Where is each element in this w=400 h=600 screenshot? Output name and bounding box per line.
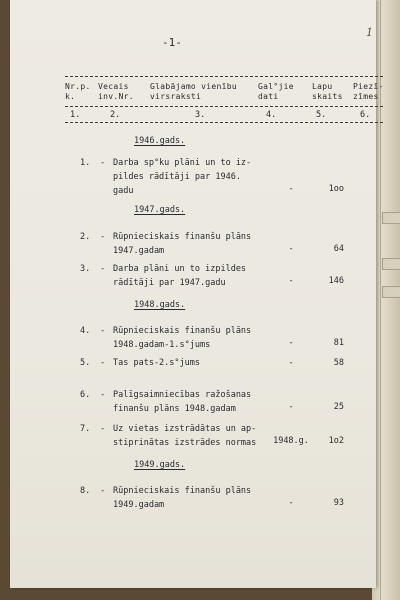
item-number: 8.: [80, 486, 91, 496]
item-pages: 93: [333, 498, 344, 508]
header-top-rule: [65, 76, 383, 77]
folder-tab: [382, 212, 400, 224]
item-dates: -: [288, 276, 294, 286]
item-title: Palīgsaimniecības ražošanas finanšu plāns 1948.gadam: [113, 390, 252, 414]
item-number: 3.: [80, 264, 91, 274]
item-number: 5.: [80, 358, 91, 368]
header-bottom-rule: [65, 122, 383, 123]
item-dash: -: [100, 158, 106, 168]
page-number: -1-: [162, 36, 182, 49]
item-dash: -: [100, 424, 106, 434]
item-number: 7.: [80, 424, 91, 434]
column-number: 6.: [360, 110, 371, 120]
item-title: Rūpnieciskais finanšu plāns 1949.gadam: [113, 486, 252, 510]
column-number: 1.: [70, 110, 81, 120]
item-number: 4.: [80, 326, 91, 336]
item-pages: 64: [333, 244, 344, 254]
header-notes: Piezī- zīmes: [353, 82, 384, 101]
header-old-inv: Vecais inv.Nr.: [98, 82, 134, 101]
item-dash: -: [100, 264, 106, 274]
item-pages: 1o2: [328, 436, 344, 446]
item-pages: 146: [328, 276, 344, 286]
item-dates: -: [288, 498, 294, 508]
item-dash: -: [100, 326, 106, 336]
column-number: 3.: [195, 110, 206, 120]
item-pages: 1oo: [328, 184, 344, 194]
folder-tab: [382, 258, 400, 270]
column-number: 2.: [110, 110, 121, 120]
item-dash: -: [100, 390, 106, 400]
item-dates: -: [288, 402, 294, 412]
item-title: Darba plāni un to izpildes rādītāji par 1947.gadu: [113, 264, 247, 288]
year-heading: 1948.gads.: [134, 300, 186, 310]
header-dates: Gal°jie dati: [258, 82, 294, 101]
item-pages: 58: [333, 358, 344, 368]
item-dates: -: [288, 184, 294, 194]
item-dash: -: [100, 486, 106, 496]
page-corner-mark: 1: [366, 26, 373, 39]
item-dates: 1948.g.: [273, 436, 309, 446]
header-title: Glabājamo vienību virsraksti: [150, 82, 237, 101]
item-dash: -: [100, 232, 106, 242]
folder-tab: [382, 286, 400, 298]
item-title: Rūpnieciskais finanšu plāns 1947.gadam: [113, 232, 252, 256]
year-heading: 1946.gads.: [134, 136, 186, 146]
column-number: 5.: [316, 110, 327, 120]
item-dash: -: [100, 358, 106, 368]
item-dates: -: [288, 338, 294, 348]
header-nr: Nr.p. k.: [65, 82, 91, 101]
item-number: 6.: [80, 390, 91, 400]
header-middle-rule: [65, 106, 383, 107]
item-number: 1.: [80, 158, 91, 168]
item-dates: -: [288, 244, 294, 254]
item-pages: 81: [333, 338, 344, 348]
item-title: Darba sp°ku plāni un to iz- pildes rādītāji par 1946. gadu: [113, 158, 252, 196]
column-number: 4.: [266, 110, 277, 120]
item-title: Uz vietas izstrādātas un ap- stiprinātas izstrādes normas: [113, 424, 257, 448]
year-heading: 1947.gads.: [134, 205, 186, 215]
item-dates: -: [288, 358, 294, 368]
year-heading: 1949.gads.: [134, 460, 186, 470]
item-number: 2.: [80, 232, 91, 242]
item-pages: 25: [333, 402, 344, 412]
item-title: Tas pats-2.s°jums: [113, 358, 200, 368]
item-title: Rūpnieciskais finanšu plāns 1948.gadam-1.s°jums: [113, 326, 252, 350]
document-page: [10, 0, 384, 588]
header-pages: Lapu skaits: [312, 82, 343, 101]
